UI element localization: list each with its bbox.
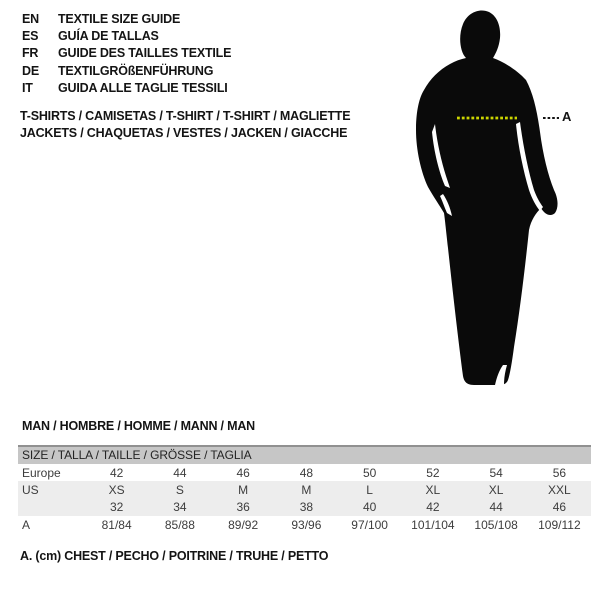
table-cell: 42 [109,465,124,480]
table-cell: 46 [552,500,567,515]
row-label: A [22,517,31,532]
language-label: GUIDE DES TAILLES TEXTILE [58,46,232,61]
table-cell: 44 [173,465,187,480]
table-cell: 97/100 [351,517,388,532]
table-cell: 105/108 [474,517,518,532]
table-cell: 54 [489,465,503,480]
language-list [22,10,231,97]
table-cell: 93/96 [291,517,322,532]
language-label: GUÍA DE TALLAS [58,29,159,44]
table-cell: 101/104 [411,517,455,532]
language-row [22,27,231,44]
table-cell: 81/84 [101,517,132,532]
table-row [18,464,591,481]
table-cell: 46 [236,465,250,480]
table-body [18,464,591,533]
table-cell: M [238,482,249,497]
table-row [18,499,591,516]
footnote-chest: A. (cm) CHEST / PECHO / POITRINE / TRUHE / PETTO [20,549,329,563]
table-cell: 89/92 [228,517,259,532]
language-code: ES [22,29,39,44]
language-code: FR [22,46,39,61]
table-cell: XS [108,482,125,497]
row-label: US [22,482,39,497]
measure-label-a: A [562,109,572,124]
table-cell: 52 [426,465,440,480]
language-label: GUIDA ALLE TAGLIE TESSILI [58,81,228,96]
language-row [22,62,231,79]
table-cell: 50 [362,465,377,480]
table-row [18,516,591,533]
table-cell: XXL [548,482,571,497]
table-cell: 48 [299,465,314,480]
category-line-jackets: JACKETS / CHAQUETAS / VESTES / JACKEN / GIACCHE [20,126,348,140]
table-cell: 56 [552,465,567,480]
table-cell: XL [488,482,504,497]
table-cell: L [366,482,373,497]
man-silhouette-figure [405,4,595,396]
category-block [20,108,350,142]
language-label: TEXTILGRÖßENFÜHRUNG [58,63,214,78]
table-cell: M [301,482,312,497]
table-cell: 42 [426,500,440,515]
language-code: IT [22,81,33,96]
table-cell: 40 [362,500,377,515]
language-code: EN [22,11,39,26]
table-cell: 34 [173,500,187,515]
table-cell: XL [425,482,441,497]
table-row [18,481,591,498]
size-table [18,445,591,533]
table-cell: 32 [109,500,124,515]
language-code: DE [22,63,39,78]
table-cell: 85/88 [164,517,195,532]
language-row [22,10,231,27]
language-label: TEXTILE SIZE GUIDE [58,11,181,26]
section-title-man: MAN / HOMBRE / HOMME / MANN / MAN [22,419,255,433]
language-row [22,80,231,97]
row-label: Europe [22,465,61,480]
table-cell: 109/112 [538,517,581,532]
language-row [22,45,231,62]
table-cell: 38 [299,500,314,515]
table-cell: S [175,482,184,497]
category-line-tshirts: T-SHIRTS / CAMISETAS / T-SHIRT / T-SHIRT / MAGLIETTE [20,109,351,123]
table-cell: 44 [489,500,503,515]
table-header: SIZE / TALLA / TAILLE / GRÖSSE / TAGLIA [18,445,591,464]
table-cell: 36 [236,500,250,515]
